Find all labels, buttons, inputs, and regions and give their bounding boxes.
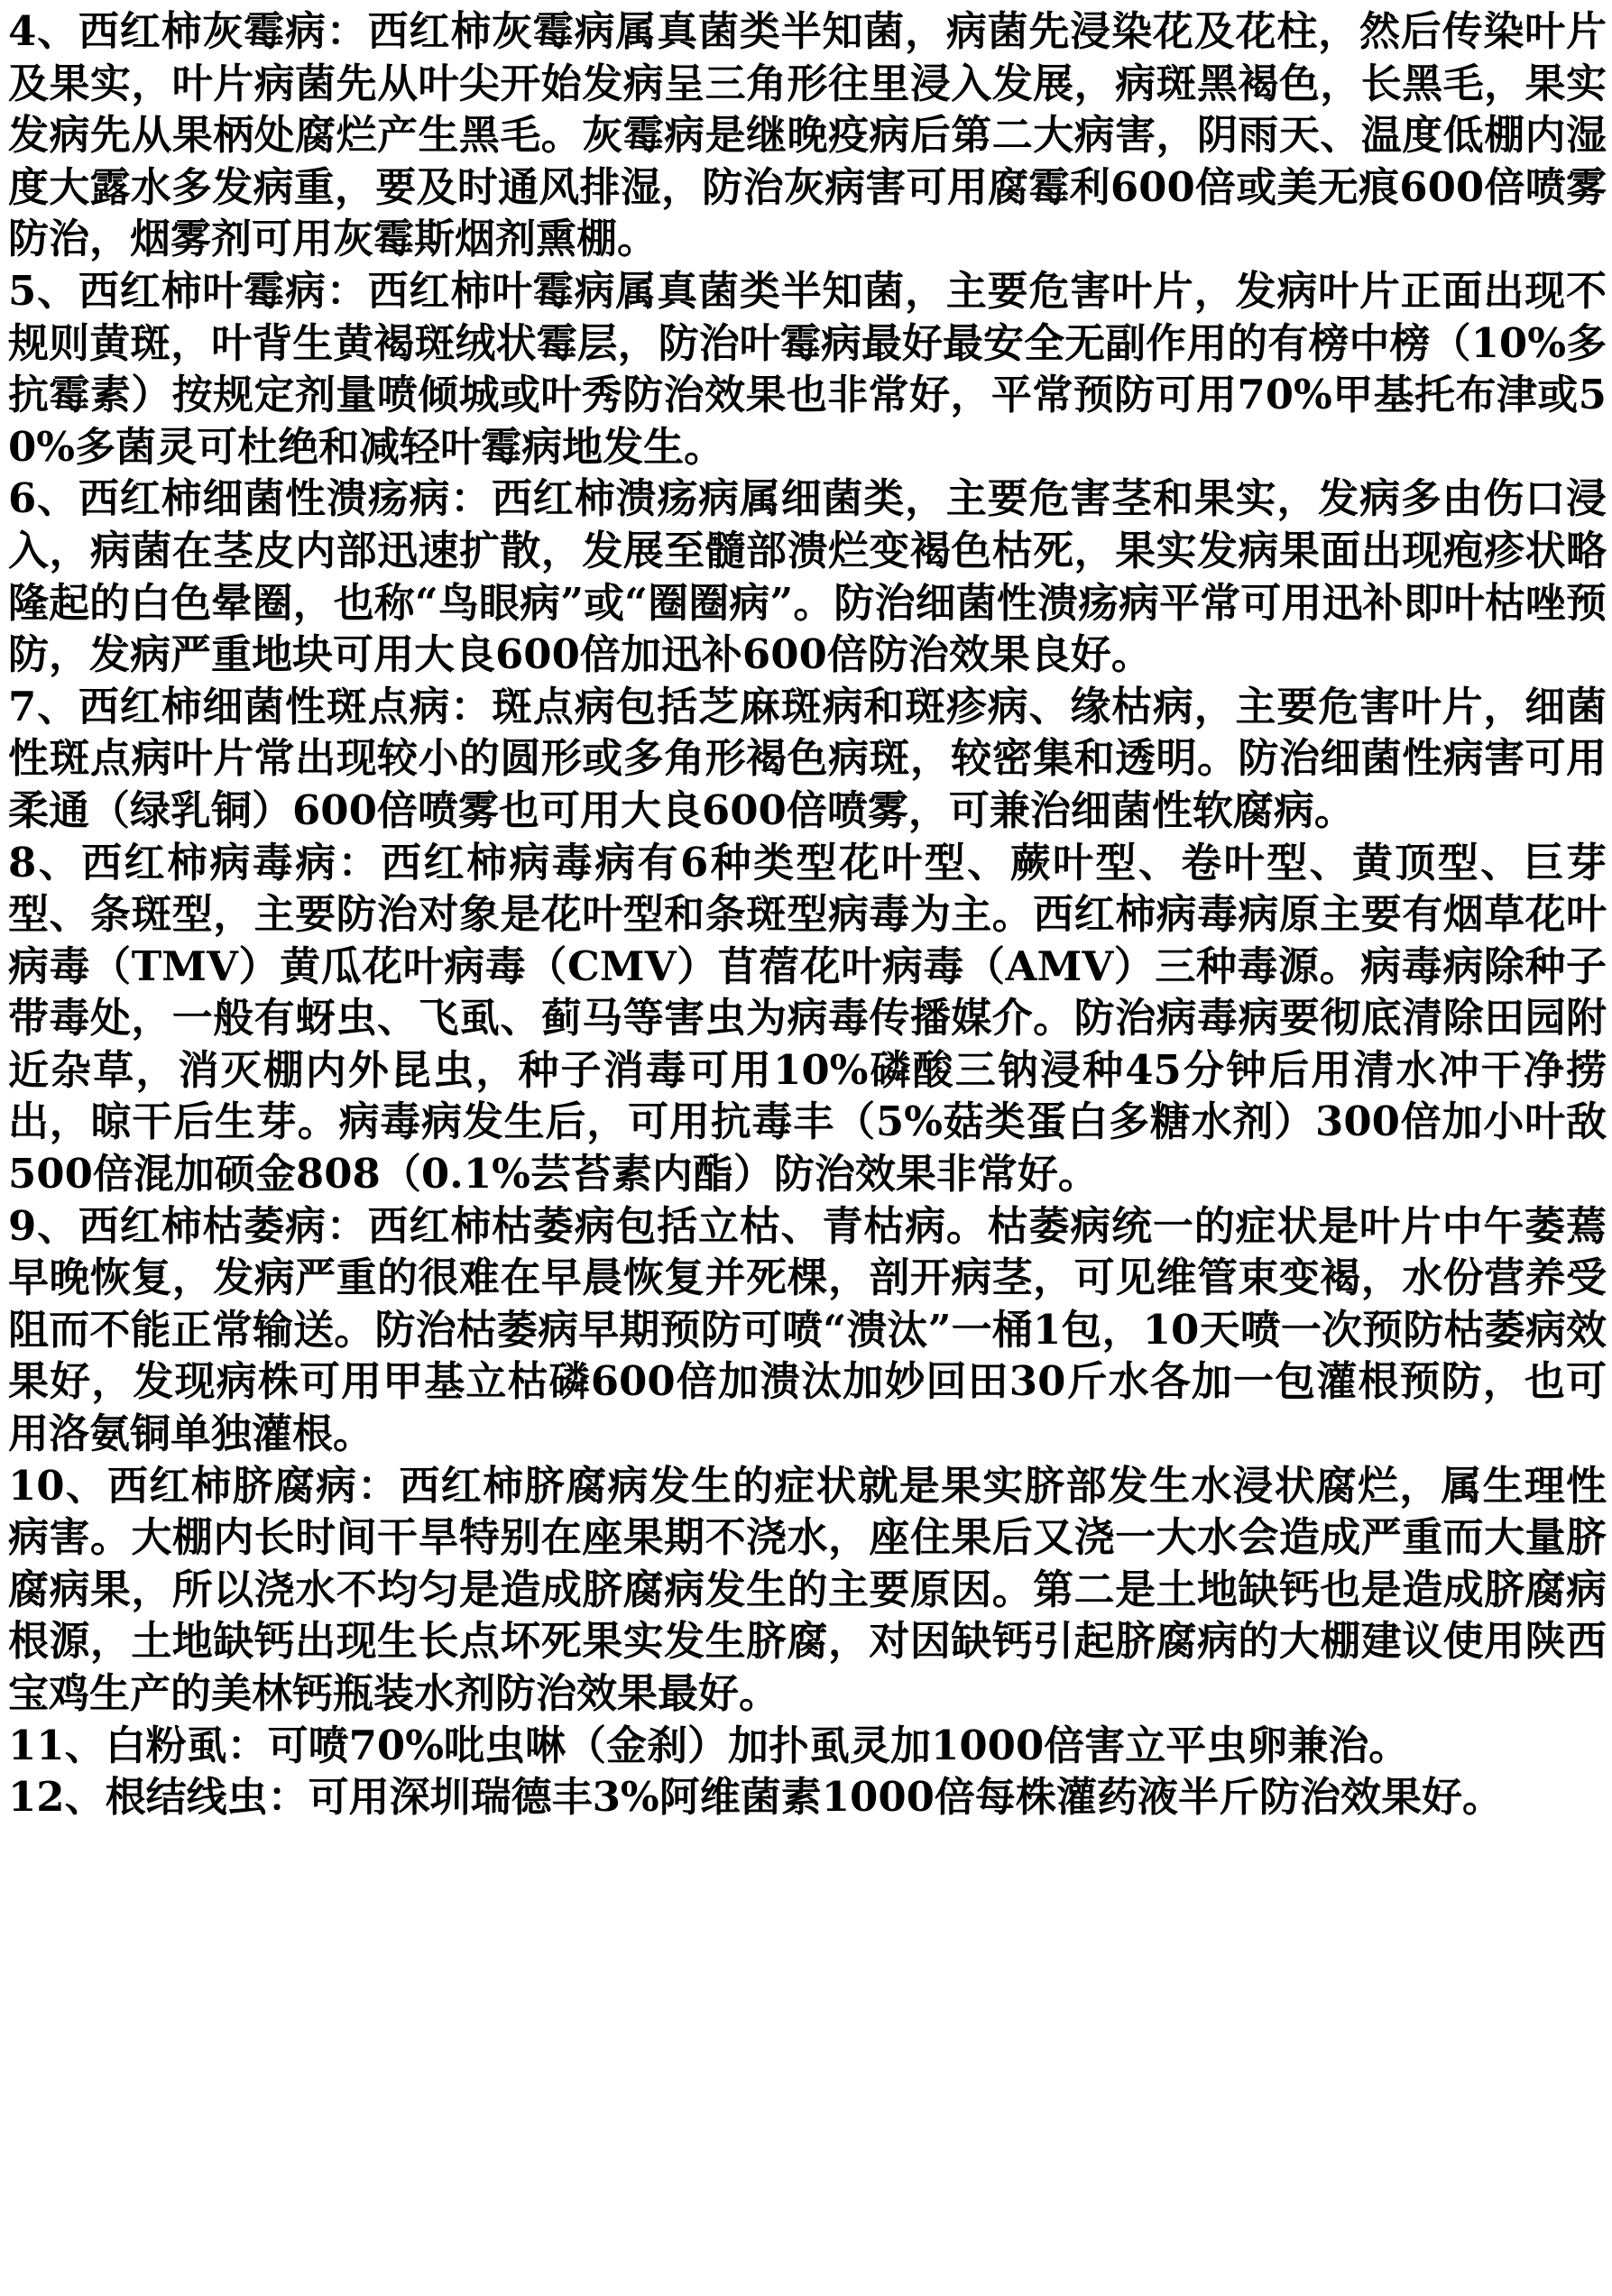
paragraph-whitefly: 11、白粉虱：可喷70%吡虫啉（金刹）加扑虱灵加1000倍害立平虫卵兼治。 — [8, 1721, 1410, 1769]
paragraph-gray-mold: 4、西红柿灰霉病：西红柿灰霉病属真菌类半知菌，病菌先浸染花及花柱，然后传染叶片及果实，叶片病菌先从叶尖开始发病呈三角形往里浸入发展，病斑黑褐色，长黑毛，果实发病先从果柄处腐烂产生黑毛。灰霉病是继晚疫病后第二大病害，阴雨天、温度低棚内湿度大露水多发病重，要及时通风排湿，防治灰病害可用腐霉利600倍或美无痕600倍喷雾防治，烟雾剂可用灰霉斯烟剂熏棚。 — [8, 7, 1607, 263]
paragraph-blossom-end-rot: 10、西红柿脐腐病：西红柿脐腐病发生的症状就是果实脐部发生水浸状腐烂，属生理性病害。大棚内长时间干旱特别在座果期不浇水，座住果后又浇一大水会造成严重而大量脐腐病果，所以浇水不均匀是造成脐腐病发生的主要原因。第二是土地缺钙也是造成脐腐病根源，土地缺钙出现生长点坏死果实发生脐腐，对因缺钙引起脐腐病的大棚建议使用陕西宝鸡生产的美林钙瓶装水剂防治效果最好。 — [8, 1461, 1607, 1717]
paragraph-root-knot-nematode: 12、根结线虫：可用深圳瑞德丰3%阿维菌素1000倍每株灌药液半斤防治效果好。 — [8, 1773, 1503, 1822]
paragraph-bacterial-spot: 7、西红柿细菌性斑点病：斑点病包括芝麻斑病和斑疹病、缘枯病，主要危害叶片，细菌性斑点病叶片常出现较小的圆形或多角形褐色病斑，较密集和透明。防治细菌性病害可用柔通（绿乳铜）600倍喷雾也可用大良600倍喷雾，可兼治细菌性软腐病。 — [8, 682, 1607, 834]
paragraph-leaf-mold: 5、西红柿叶霉病：西红柿叶霉病属真菌类半知菌，主要危害叶片，发病叶片正面出现不规则黄斑，叶背生黄褐斑绒状霉层，防治叶霉病最好最安全无副作用的有榜中榜（10%多抗霉素）按规定剂量喷倾城或叶秀防治效果也非常好，平常预防可用70%甲基托布津或50%多菌灵可杜绝和减轻叶霉病地发生。 — [8, 266, 1607, 471]
paragraph-bacterial-canker: 6、西红柿细菌性溃疡病：西红柿溃疡病属细菌类，主要危害茎和果实，发病多由伤口浸入，病菌在茎皮内部迅速扩散，发展至髓部溃烂变褐色枯死，果实发病果面出现疱疹状略隆起的白色晕圈，也称“鸟眼病”或“圈圈病”。防治细菌性溃疡病平常可用迅补即叶枯唑预防，发病严重地块可用大良600倍加迅补600倍防治效果良好。 — [8, 474, 1607, 679]
paragraph-virus-disease: 8、西红柿病毒病：西红柿病毒病有6种类型花叶型、蕨叶型、卷叶型、黄顶型、巨芽型、条斑型，主要防治对象是花叶型和条斑型病毒为主。西红柿病毒病原主要有烟草花叶病毒（TMV）黄瓜花叶病毒（CMV）苜蓿花叶病毒（AMV）三种毒源。病毒病除种子带毒处，一般有蚜虫、飞虱、蓟马等害虫为病毒传播媒介。防治病毒病要彻底清除田园附近杂草，消灭棚内外昆虫，种子消毒可用10%磷酸三钠浸种45分钟后用清水冲干净捞出，晾干后生芽。病毒病发生后，可用抗毒丰（5%菇类蛋白多糖水剂）300倍加小叶敌500倍混加硕金808（0.1%芸苔素内酯）防治效果非常好。 — [8, 838, 1607, 1199]
paragraph-wilt-disease: 9、西红柿枯萎病：西红柿枯萎病包括立枯、青枯病。枯萎病统一的症状是叶片中午萎蔫早晚恢复，发病严重的很难在早晨恢复并死棵，剖开病茎，可见维管束变褐，水份营养受阻而不能正常输送。防治枯萎病早期预防可喷“溃汰”一桶1包，10天喷一次预防枯萎病效果好，发现病株可用甲基立枯磷600倍加溃汰加妙回田30斤水各加一包灌根预防，也可用洛氨铜单独灌根。 — [8, 1201, 1607, 1458]
